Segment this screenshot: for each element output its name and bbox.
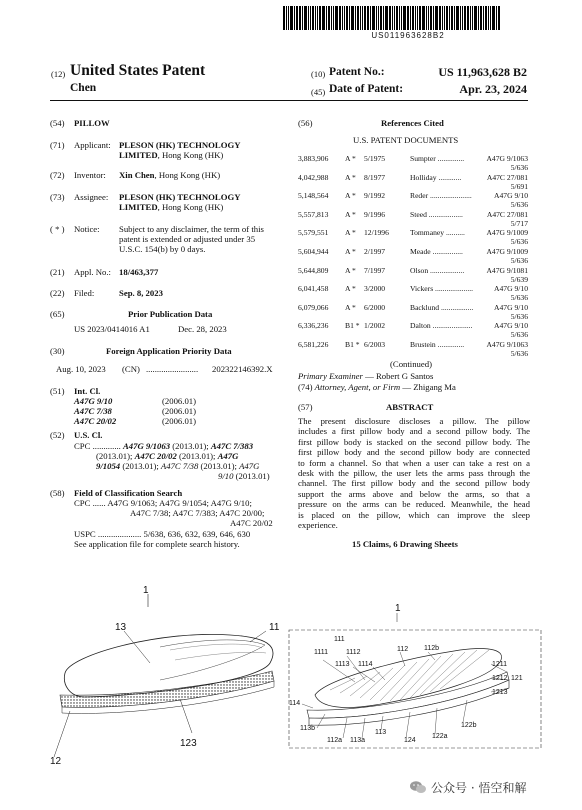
barcode-bar: [312, 6, 314, 30]
abstract-line: first pillow body and the second pillow body are connected: [298, 447, 530, 458]
abstract-line: includes a first pillow body and a second pillow body. The: [298, 426, 530, 437]
field-22-tag: (22): [50, 288, 65, 298]
barcode-bar: [435, 6, 438, 30]
reference-class: A47G 9/10: [494, 302, 528, 312]
reference-class: A47G 9/10: [494, 284, 528, 294]
reference-kind: A *: [345, 172, 356, 182]
reference-name: Reder ......................: [410, 191, 472, 201]
barcode-bar: [396, 6, 398, 30]
fig-right-ref-122a: 122a: [432, 733, 448, 740]
reference-number: 6,581,226: [298, 340, 329, 349]
reference-name: Meade ................: [410, 247, 463, 256]
reference-number: 5,604,944: [298, 247, 329, 256]
reference-class: A47G 9/1063: [486, 154, 528, 163]
appl-no: 18/463,377: [119, 267, 159, 277]
int-cl-heading: Int. Cl.: [74, 386, 101, 396]
barcode-bar: [439, 6, 441, 30]
barcode-bar: [478, 6, 479, 30]
fig-right-ref-121: 121: [511, 675, 523, 682]
prior-publication-heading: Prior Publication Data: [128, 309, 213, 319]
reference-name: Steed ..................: [410, 209, 463, 219]
barcode-bar: [346, 6, 348, 30]
inventor-name: Xin Chen, Hong Kong (HK): [119, 170, 221, 180]
assignee-label: Assignee:: [74, 192, 109, 202]
barcode-bar: [492, 6, 495, 30]
reference-number: 5,579,551: [298, 228, 329, 238]
barcode-bar: [310, 6, 311, 30]
reference-date: 8/1977: [364, 172, 386, 182]
date-of-patent-label: Date of Patent:: [329, 83, 404, 95]
barcode-bar: [415, 6, 416, 30]
reference-subclass: 5/636: [510, 237, 528, 247]
reference-name: Holliday ............: [410, 172, 462, 182]
fig-right-ref-113: 113: [375, 729, 387, 736]
reference-date: 7/1997: [364, 265, 386, 275]
reference-number: 6,336,236: [298, 321, 329, 331]
barcode-bar: [401, 6, 402, 30]
reference-name: Sumpter ..............: [410, 154, 465, 163]
reference-number: 5,557,813: [298, 209, 329, 219]
fig-right-ref-111: 111: [334, 636, 345, 643]
barcode-bar: [380, 6, 382, 30]
reference-date: 3/2000: [364, 284, 386, 294]
prior-publication-number: US 2023/0414016 A1: [74, 324, 150, 334]
barcode-bar: [407, 6, 409, 30]
barcode-bar: [498, 6, 500, 30]
us-cl-line2: (2013.01); A47C 20/02 (2013.01); A47G: [96, 451, 239, 461]
fig-left-ref-13: 13: [115, 622, 127, 633]
filed-label: Filed:: [74, 288, 95, 298]
reference-name: Backlund .................: [410, 302, 474, 312]
barcode-bar: [331, 6, 332, 30]
barcode-bar: [403, 6, 406, 30]
reference-name: Olson ..................: [410, 265, 465, 275]
int-cl-version: (2006.01): [162, 396, 197, 406]
int-cl-code: A47G 9/10: [74, 396, 113, 406]
barcode-bar: [496, 6, 497, 30]
fig-right-ref-1111: 1111: [314, 649, 329, 656]
watermark-text: 公众号 · 悟空和解: [431, 781, 527, 795]
classification-cpc-line2: A47C 7/38; A47C 7/383; A47C 20/00;: [130, 508, 265, 518]
barcode-bar: [302, 6, 303, 30]
abstract-line: first pillow body is stacked on the second pillow body. The: [298, 436, 530, 447]
barcode-bar: [349, 6, 350, 30]
barcode-bar: [335, 6, 338, 30]
us-cl-line4: 9/10 (2013.01): [218, 471, 270, 481]
barcode-bar: [490, 6, 491, 30]
foreign-priority-country: (CN): [122, 364, 140, 374]
abstract-line: to form a channel. So that when a user can take a rest on a: [298, 457, 530, 468]
reference-number: 5,644,809: [298, 265, 329, 275]
reference-class: A47G 9/1009: [486, 228, 528, 238]
barcode-bar: [362, 6, 363, 30]
fig-left-ref-1: 1: [143, 585, 149, 596]
barcode-bar: [333, 6, 334, 30]
reference-kind: A *: [345, 284, 356, 294]
field-21-tag: (21): [50, 267, 65, 277]
barcode-bar: [339, 6, 341, 30]
int-cl-version: (2006.01): [162, 406, 197, 416]
barcode-bar: [430, 6, 432, 30]
fig-right-ref-113a: 113a: [350, 737, 366, 744]
barcode-bar: [428, 6, 429, 30]
barcode-bar: [392, 6, 393, 30]
abstract-line: desk with the pillow, the user lets the arms pass through the: [298, 468, 530, 479]
barcode-bar: [317, 6, 318, 30]
fig-right-ref-112: 112: [397, 646, 409, 653]
barcode-bar: [444, 6, 445, 30]
fig-right-ref-122b: 122b: [461, 722, 477, 729]
notice-line3: U.S.C. 154(b) by 0 days.: [119, 244, 206, 254]
barcode-bar: [412, 6, 414, 30]
classification-cpc-line3: A47C 20/02: [230, 518, 273, 528]
int-cl-code: A47C 7/38: [74, 406, 112, 416]
abstract-line: is placed on the pillow, which can improve the sleep: [298, 509, 530, 520]
reference-kind: B1 *: [345, 321, 360, 331]
reference-subclass: 5/717: [510, 218, 528, 228]
fig-right-ref-1114: 1114: [358, 661, 373, 668]
barcode-bar: [370, 6, 371, 30]
field-56-tag: (56): [298, 118, 313, 128]
barcode-bar: [485, 6, 487, 30]
reference-subclass: 5/636: [510, 163, 528, 172]
barcode-bar: [410, 6, 411, 30]
reference-class: A47G 9/1081: [486, 265, 528, 275]
barcode-bar: [355, 6, 356, 30]
field-51-tag: (51): [50, 386, 65, 396]
barcode-bar: [460, 6, 461, 30]
barcode-bar: [385, 6, 388, 30]
fig-right-ref-1213: 1213: [492, 689, 508, 696]
fig-right-ref-1211: 1211: [492, 661, 508, 668]
foreign-priority-number: 202322146392.X: [212, 364, 273, 374]
reference-date: 2/1997: [364, 247, 386, 256]
reference-kind: A *: [345, 228, 356, 238]
reference-class: A47C 27/081: [486, 209, 528, 219]
reference-name: Vickers ....................: [410, 284, 474, 294]
reference-name: Brustein ..............: [410, 340, 465, 349]
patent-no-label: Patent No.:: [329, 66, 385, 78]
field-54-tag: (54): [50, 118, 65, 128]
barcode-bar: [319, 6, 321, 30]
uspc-line: USPC .................... 5/638, 636, 632, 639, 646, 630: [74, 529, 251, 539]
field-72-tag: (72): [50, 170, 65, 180]
header-rule: [50, 100, 528, 101]
barcode-bar: [483, 6, 484, 30]
foreign-priority-date: Aug. 10, 2023: [56, 364, 106, 374]
fig-left-ref-12: 12: [50, 756, 62, 767]
reference-date: 5/1975: [364, 154, 386, 163]
fig-right-ref-1: 1: [395, 603, 401, 614]
applicant-line2: LIMITED, Hong Kong (HK): [119, 150, 224, 160]
notice-label: Notice:: [74, 224, 100, 234]
barcode-bar: [294, 6, 295, 30]
barcode-bar: [351, 6, 354, 30]
reference-kind: A *: [345, 247, 356, 256]
notice-line1: Subject to any disclaimer, the term of this: [119, 224, 264, 234]
int-cl-version: (2006.01): [162, 416, 197, 426]
barcode-bar: [451, 6, 453, 30]
fig-right-ref-1212: 1212: [492, 675, 508, 682]
fig-right-ref-1112: 1112: [346, 649, 361, 656]
abstract-line: channel. The first pillow body and the second pillow body: [298, 478, 530, 489]
barcode-bar: [308, 6, 309, 30]
barcode-bar: [480, 6, 482, 30]
barcode-bar: [467, 6, 469, 30]
barcode-bar: [417, 6, 418, 30]
barcode-bar: [283, 6, 285, 30]
barcode-bar: [383, 6, 384, 30]
fig-right-ref-124: 124: [404, 737, 416, 744]
barcode-bar: [472, 6, 473, 30]
barcode-number: US011963628B2: [371, 31, 445, 40]
barcode-bar: [422, 6, 425, 30]
field-73-tag: (73): [50, 192, 65, 202]
reference-class: A47G 9/1009: [486, 247, 528, 256]
reference-subclass: 5/636: [510, 200, 528, 210]
barcode-bar: [296, 6, 298, 30]
assignee-line2: LIMITED, Hong Kong (HK): [119, 202, 224, 212]
fig-left-ref-11: 11: [269, 622, 280, 633]
reference-date: 6/2000: [364, 302, 386, 312]
reference-name: Dalton .....................: [410, 321, 473, 331]
reference-class: A47G 9/10: [494, 321, 528, 331]
field-71-tag: (71): [50, 140, 65, 150]
barcode: [283, 6, 533, 30]
fig-right-ref-114: 114: [289, 700, 301, 707]
reference-subclass: 5/636: [510, 330, 528, 340]
patent-number: US 11,963,628 B2: [438, 65, 527, 79]
reference-kind: A *: [345, 191, 356, 201]
reference-number: 6,041,458: [298, 284, 329, 294]
barcode-bar: [290, 6, 293, 30]
barcode-bar: [389, 6, 391, 30]
barcode-bar: [344, 6, 345, 30]
references-continued: (Continued): [390, 359, 432, 369]
filed-date: Sep. 8, 2023: [119, 288, 163, 298]
reference-subclass: 5/636: [510, 349, 528, 358]
reference-class: A47G 9/10: [494, 191, 528, 201]
reference-kind: A *: [345, 154, 356, 163]
wechat-icon: [410, 781, 426, 794]
reference-date: 1/2002: [364, 321, 386, 331]
abstract-text: [298, 416, 530, 530]
reference-class: A47C 27/081: [486, 172, 528, 182]
reference-subclass: 5/636: [510, 293, 528, 303]
header-tag-45: (45): [311, 87, 326, 97]
barcode-bar: [372, 6, 375, 30]
fig-right-ref-113b: 113b: [300, 725, 316, 732]
barcode-bar: [288, 6, 289, 30]
barcode-bar: [456, 6, 459, 30]
reference-name: Tommaney ..........: [410, 228, 465, 238]
assignee-name: PLESON (HK) TECHNOLOGY: [119, 192, 241, 202]
barcode-bar: [394, 6, 395, 30]
reference-date: 6/2003: [364, 340, 386, 349]
barcode-bar: [342, 6, 343, 30]
barcode-bar: [357, 6, 359, 30]
prior-publication-date: Dec. 28, 2023: [178, 324, 227, 334]
barcode-bar: [315, 6, 316, 30]
reference-kind: A *: [345, 209, 356, 219]
search-history-note: See application file for complete search history.: [74, 539, 240, 549]
barcode-bar: [474, 6, 477, 30]
barcode-bar: [426, 6, 427, 30]
field-58-tag: (58): [50, 488, 65, 498]
barcode-bar: [462, 6, 463, 30]
watermark: [410, 779, 526, 796]
field-30-tag: (30): [50, 346, 65, 356]
abstract-heading: ABSTRACT: [386, 402, 434, 412]
claims-drawings: 15 Claims, 6 Drawing Sheets: [352, 539, 458, 549]
notice-tag: ( * ): [50, 224, 65, 234]
reference-number: 6,079,066: [298, 302, 329, 312]
barcode-bar: [419, 6, 421, 30]
abstract-line: The present disclosure discloses a pillow. The pillow: [298, 416, 530, 426]
abstract-line: experience.: [298, 520, 338, 531]
barcode-bar: [378, 6, 379, 30]
patent-title: United States Patent: [70, 62, 206, 79]
us-cl-line1: CPC ............. A47G 9/1063 (2013.01); A47C 7/383: [74, 441, 254, 451]
barcode-bar: [286, 6, 287, 30]
pillow-figure-left: [40, 585, 290, 775]
reference-subclass: 5/639: [510, 274, 528, 284]
attorney-agent: (74) Attorney, Agent, or Firm — Zhigang Ma: [298, 382, 456, 392]
reference-date: 9/1992: [364, 191, 386, 201]
barcode-bar: [322, 6, 325, 30]
reference-kind: B1 *: [345, 340, 360, 349]
notice-line2: patent is extended or adjusted under 35: [119, 234, 256, 244]
barcode-bar: [360, 6, 361, 30]
reference-date: 9/1996: [364, 209, 386, 219]
barcode-bar: [326, 6, 327, 30]
reference-date: 12/1996: [364, 228, 389, 238]
barcode-bar: [376, 6, 377, 30]
abstract-line: pressure on the arms can be reduced. Meanwhile, the head: [298, 499, 530, 510]
fig-right-ref-1113: 1113: [335, 661, 350, 668]
barcode-bar: [328, 6, 330, 30]
reference-number: 5,148,564: [298, 191, 329, 201]
barcode-bar: [442, 6, 443, 30]
barcode-bar: [367, 6, 369, 30]
date-of-patent: Apr. 23, 2024: [459, 82, 527, 96]
field-65-tag: (65): [50, 309, 65, 319]
fig-right-ref-112a: 112a: [327, 737, 343, 744]
reference-kind: A *: [345, 302, 356, 312]
invention-title: PILLOW: [74, 118, 110, 128]
barcode-bar: [449, 6, 450, 30]
header-tag-10: (10): [311, 69, 326, 79]
reference-class: A47G 9/1063: [486, 340, 528, 349]
field-52-tag: (52): [50, 430, 65, 440]
header-tag-12: (12): [51, 69, 66, 79]
fig-left-ref-123: 123: [180, 738, 197, 749]
barcode-bar: [454, 6, 455, 30]
classification-cpc-line1: CPC ...... A47G 9/1063; A47G 9/1054; A47G 9/10;: [74, 498, 252, 508]
int-cl-code: A47C 20/02: [74, 416, 117, 426]
barcode-bar: [464, 6, 466, 30]
applicant-label: Applicant:: [74, 140, 111, 150]
inventor-surname: Chen: [70, 82, 97, 94]
reference-subclass: 5/691: [510, 181, 528, 191]
reference-subclass: 5/636: [510, 311, 528, 321]
foreign-priority-dots: ........................: [146, 364, 199, 374]
reference-number: 3,883,906: [298, 154, 329, 163]
inventor-label: Inventor:: [74, 170, 106, 180]
abstract-line: support the arms above and below the arms, so that a: [298, 488, 530, 499]
reference-subclass: 5/636: [510, 256, 528, 265]
us-cl-heading: U.S. Cl.: [74, 430, 103, 440]
barcode-bar: [364, 6, 366, 30]
us-patent-documents-heading: U.S. PATENT DOCUMENTS: [353, 135, 459, 145]
reference-number: 4,042,988: [298, 172, 329, 182]
reference-kind: A *: [345, 265, 356, 275]
fig-right-ref-112b: 112b: [424, 645, 440, 652]
barcode-bar: [433, 6, 434, 30]
references-cited-heading: References Cited: [381, 118, 444, 128]
barcode-bar: [488, 6, 489, 30]
barcode-bar: [470, 6, 471, 30]
foreign-priority-heading: Foreign Application Priority Data: [106, 346, 232, 356]
us-cl-line3: 9/1054 (2013.01); A47C 7/38 (2013.01); A47G: [96, 461, 260, 471]
primary-examiner: Primary Examiner — Robert G Santos: [298, 371, 434, 381]
barcode-bar: [304, 6, 307, 30]
field-57-tag: (57): [298, 402, 313, 412]
appl-no-label: Appl. No.:: [74, 267, 111, 277]
classification-search-heading: Field of Classification Search: [74, 488, 183, 498]
applicant-name: PLESON (HK) TECHNOLOGY: [119, 140, 241, 150]
barcode-bar: [446, 6, 448, 30]
barcode-bar: [299, 6, 301, 30]
barcode-bar: [399, 6, 400, 30]
